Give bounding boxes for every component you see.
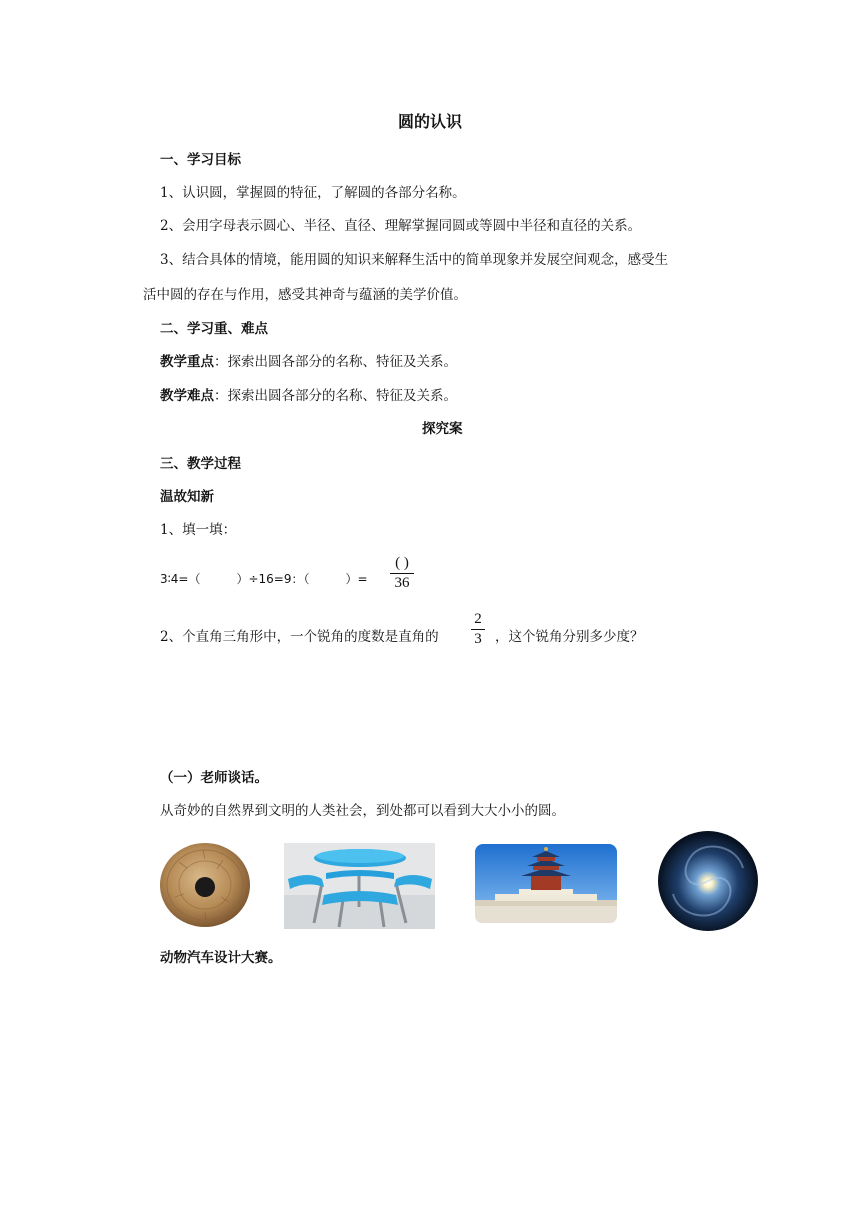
- review-heading: 温故知新: [160, 489, 214, 505]
- question-2-text: 2、个直角三角形中，一个锐角的度数是直角的: [160, 629, 439, 645]
- bronze-disc-photo: [159, 842, 251, 928]
- fraction-numerator: ( ): [395, 555, 409, 571]
- goal-3-line-1: 3、结合具体的情境，能用圆的知识来解释生活中的简单现象并发展空间观念，感受生: [160, 252, 669, 268]
- subsection-heading-teacher-talk: （一）老师谈话。: [160, 770, 268, 786]
- fraction-denominator: 36: [394, 575, 410, 591]
- fraction-bar: [390, 573, 414, 574]
- question-1: 1、填一填：: [160, 522, 237, 538]
- fraction-bar: [471, 629, 485, 630]
- goal-3-line-2: 活中圆的存在与作用，感受其神奇与蕴涵的美学价值。: [143, 287, 467, 303]
- fraction-denominator: 3: [474, 631, 482, 647]
- difficulty-text: ：探索出圆各部分的名称、特征及关系。: [214, 388, 457, 404]
- question-2-fraction: [471, 612, 485, 647]
- difficulty-label: 教学难点: [160, 388, 214, 404]
- section-heading-key-points: 二、学习重、难点: [160, 321, 268, 337]
- goal-2: 2、会用字母表示圆心、半径、直径、理解掌握同圆或等圆中半径和直径的关系。: [160, 218, 642, 234]
- key-point-label: 教学重点: [160, 354, 214, 370]
- key-point-line: [160, 350, 457, 370]
- section-heading-process: 三、教学过程: [160, 456, 241, 472]
- fraction-numerator: 2: [474, 611, 482, 627]
- question-1-fraction: [390, 556, 414, 591]
- closing-heading: 动物汽车设计大赛。: [160, 950, 282, 966]
- difficulty-line: [160, 384, 457, 404]
- key-point-text: ：探索出圆各部分的名称、特征及关系。: [214, 354, 457, 370]
- page-title: 圆的认识: [397, 112, 462, 131]
- spiral-galaxy-photo: [657, 830, 759, 932]
- temple-of-heaven-photo: [475, 844, 617, 923]
- case-heading: 探究案: [422, 421, 463, 437]
- question-2-tail: ，这个锐角分别多少度？: [495, 629, 644, 645]
- question-1-equation: 3∶4=（ ）÷16=9：（ ）=: [160, 572, 368, 586]
- teacher-talk-text: 从奇妙的自然界到文明的人类社会，到处都可以看到大大小小的圆。: [160, 803, 565, 819]
- goal-1: 1、认识圆，掌握圆的特征，了解圆的各部分名称。: [160, 185, 466, 201]
- section-heading-goals: 一、学习目标: [160, 152, 241, 168]
- round-table-photo: [284, 843, 435, 929]
